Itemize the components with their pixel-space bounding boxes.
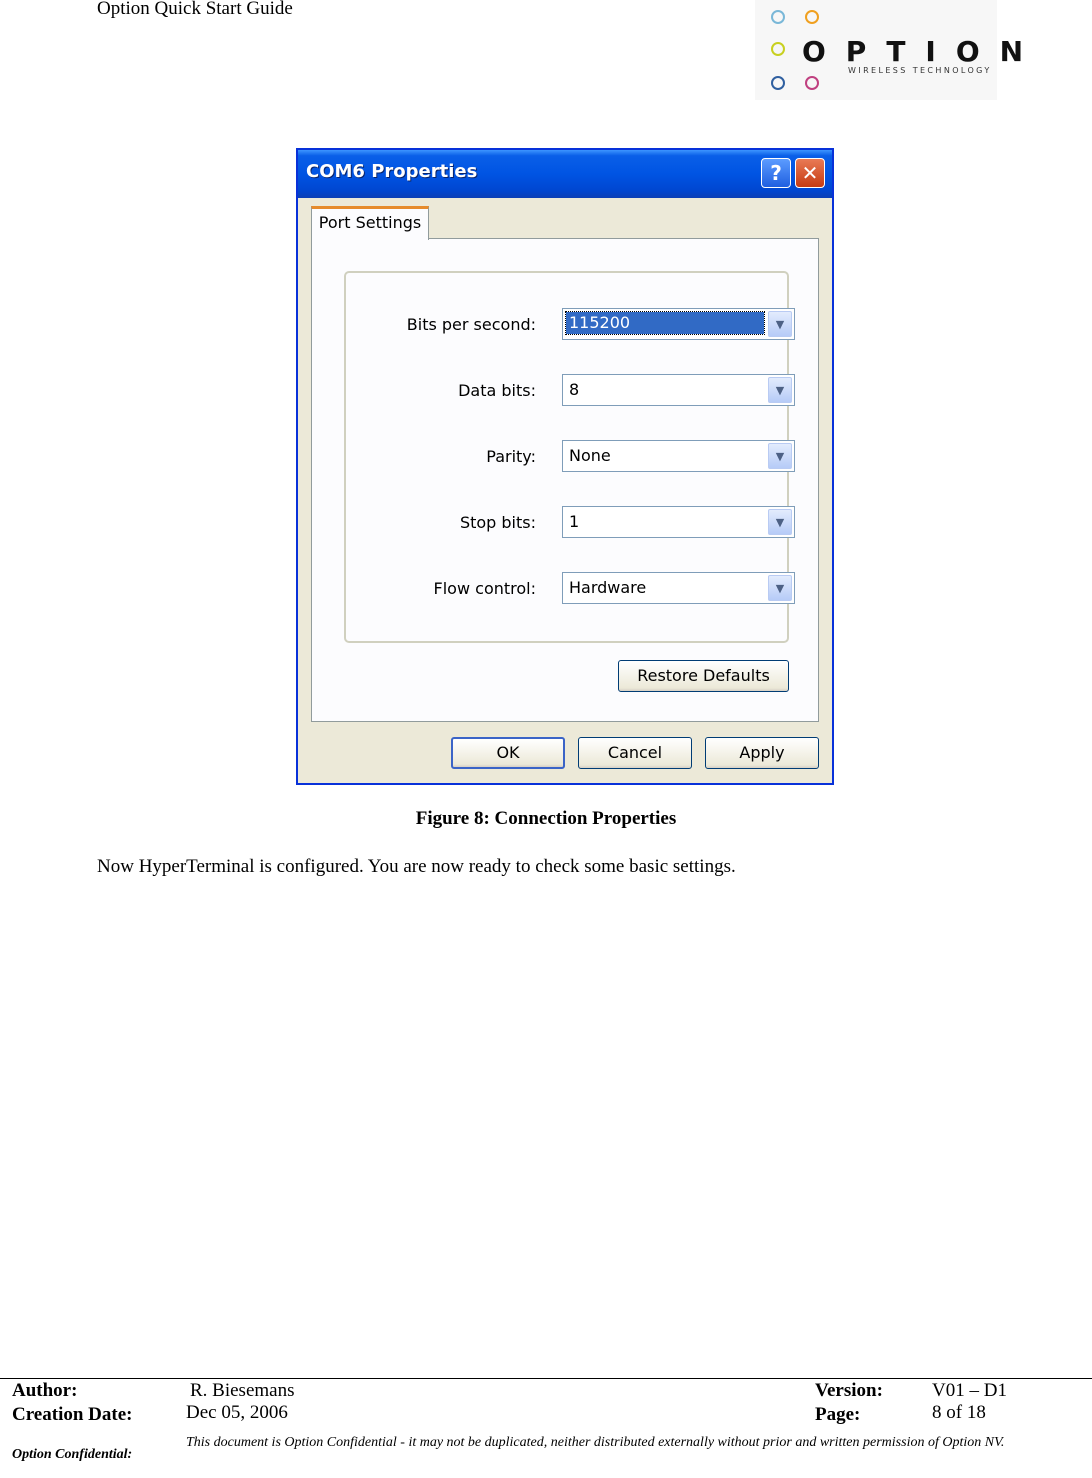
data-bits-label: Data bits: <box>458 381 536 400</box>
stop-bits-label: Stop bits: <box>459 513 536 532</box>
stop-bits-value: 1 <box>569 512 580 531</box>
data-bits-select[interactable] <box>562 374 795 406</box>
author-label: Author: <box>12 1380 78 1401</box>
cancel-button[interactable]: Cancel <box>578 737 692 769</box>
dialog-title: COM6 Properties <box>306 161 478 182</box>
help-icon[interactable]: ? <box>761 158 791 188</box>
tab-panel <box>311 238 819 722</box>
page-label: Page: <box>815 1404 861 1425</box>
tab-port-settings[interactable]: Port Settings <box>311 206 429 240</box>
creation-date-label: Creation Date: <box>12 1404 133 1425</box>
dialog-titlebar[interactable] <box>298 150 832 198</box>
figure-caption: Figure 8: Connection Properties <box>415 808 677 829</box>
logo-wordmark: OPTION <box>802 35 1044 68</box>
parity-select[interactable] <box>562 440 795 472</box>
logo-circle-icon <box>771 10 785 24</box>
chevron-down-icon[interactable]: ▼ <box>768 575 792 601</box>
chevron-down-icon[interactable]: ▼ <box>768 443 792 469</box>
page-number: 8 of 18 <box>932 1402 986 1423</box>
settings-group <box>344 271 789 643</box>
footer-divider <box>0 1378 1092 1379</box>
logo-tagline: WIRELESS TECHNOLOGY <box>848 66 992 75</box>
body-paragraph: Now HyperTerminal is configured. You are now ready to check some basic settings. <box>97 856 736 877</box>
logo-circle-icon <box>805 10 819 24</box>
stop-bits-select[interactable] <box>562 506 795 538</box>
chevron-down-icon[interactable]: ▼ <box>768 509 792 535</box>
parity-value: None <box>569 446 611 465</box>
logo-circle-icon <box>805 76 819 90</box>
apply-button[interactable]: Apply <box>705 737 819 769</box>
creation-date-value: Dec 05, 2006 <box>186 1402 288 1423</box>
version-value: V01 – D1 <box>932 1380 1007 1401</box>
flow-control-label: Flow control: <box>433 579 536 598</box>
author-value: R. Biesemans <box>190 1380 295 1401</box>
confidential-notice: This document is Option Confidential - it may not be duplicated, neither distributed externally without prior and written permission of Option NV. <box>186 1435 1005 1450</box>
close-icon[interactable]: ✕ <box>795 158 825 188</box>
version-label: Version: <box>815 1380 883 1401</box>
confidential-label: Option Confidential: <box>12 1447 133 1462</box>
chevron-down-icon[interactable]: ▼ <box>768 377 792 403</box>
logo-circle-icon <box>771 76 785 90</box>
flow-control-value: Hardware <box>569 578 647 597</box>
com-properties-dialog <box>296 148 834 785</box>
bits-per-second-label: Bits per second: <box>406 315 536 334</box>
parity-label: Parity: <box>486 447 536 466</box>
logo-circle-icon <box>771 42 785 56</box>
bits-per-second-value: 115200 <box>566 312 764 334</box>
chevron-down-icon[interactable]: ▼ <box>768 311 792 337</box>
restore-defaults-button[interactable]: Restore Defaults <box>618 660 789 692</box>
option-logo <box>755 0 1044 100</box>
data-bits-value: 8 <box>569 380 580 399</box>
flow-control-select[interactable] <box>562 572 795 604</box>
ok-button[interactable]: OK <box>451 737 565 769</box>
document-header-title: Option Quick Start Guide <box>97 0 293 19</box>
bits-per-second-select[interactable] <box>562 308 795 340</box>
